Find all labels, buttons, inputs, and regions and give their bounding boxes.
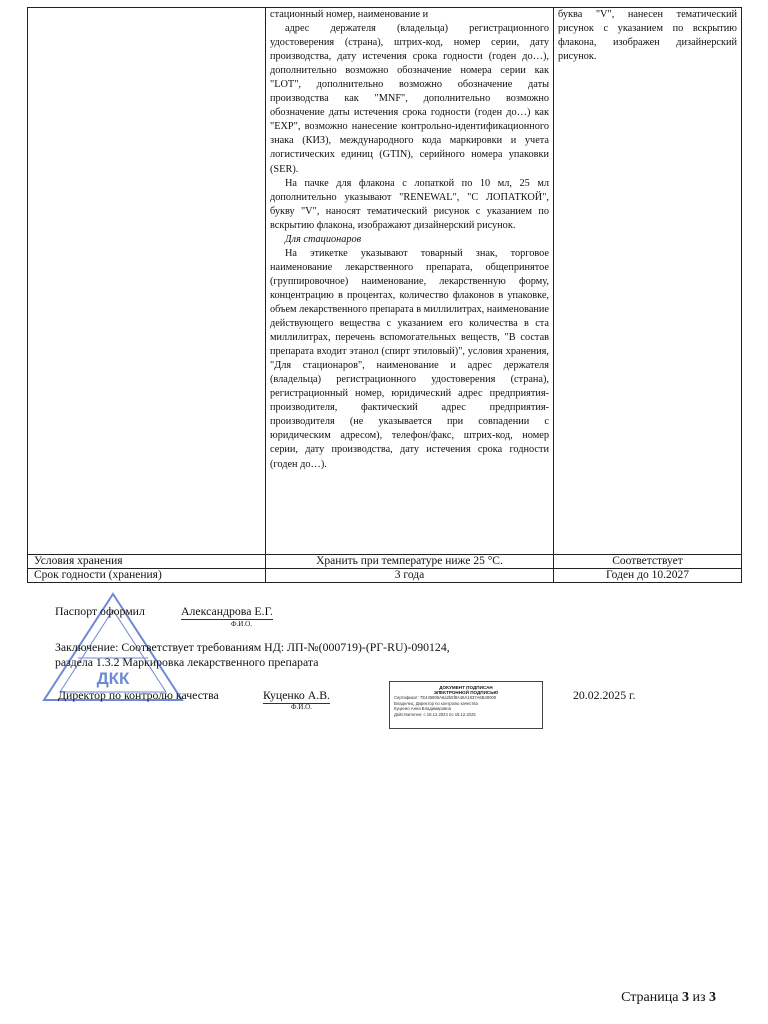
norm-text-cell (266, 8, 554, 555)
fio-caption: Ф.И.О. (231, 620, 252, 628)
param-cell-empty (28, 8, 266, 555)
norm-paragraph: стационный номер, наименование и (270, 9, 429, 20)
passport-name: Александрова Е.Г. (181, 604, 274, 618)
fio-caption: Ф.И.О. (291, 703, 312, 711)
norm-paragraph: На этикетке указывают товарный знак, торговое наименование лекарственного препарата, общепринятое (группировочное) наименование, лекарственную форму, концентрацию в процентах, количество флаконов в упаковке, объем лекарственного препарата в миллилитрах, наименование действующего вещества с указанием его количества в ста миллилитрах, перечень вспомогательных веществ, "В состав препарата входит этанол (спирт этиловый)", условия хранения, "Для стационаров", наименование и адрес держателя (владельца) регистрационного удостоверения (страна), регистрационный номер, юридический адрес предприятия-производителя, фактический адрес предприятия-производителя (не указывается при совпадении с юридическим адресом), телефон/факс, штрих-код, номер серии, дату производства, дату истечения срока годности (годен до…). (270, 247, 549, 470)
page-total: 3 (709, 990, 716, 1005)
page-label: Страница (621, 990, 679, 1005)
table-row-labeling (28, 8, 742, 555)
norm-paragraph: На пачке для флакона с лопаткой по 10 мл, 25 мл дополнительно указывают "RENEWAL", "С ЛОПАТКОЙ", букву "V", наносят тематический рисунок с указанием по вскрытию флакона, изображают дизайнерский рисунок. (270, 177, 549, 231)
sign-date: 20.02.2025 г. (573, 688, 636, 702)
norm-cell: 3 года (266, 569, 554, 583)
norm-subheading: Для стационаров (285, 233, 362, 245)
table-row (28, 555, 742, 569)
passport-label: Паспорт оформил (55, 604, 145, 618)
conclusion-line: раздела 1.3.2 Маркировка лекарственного препарата (55, 655, 319, 669)
norm-cell: Хранить при температуре ниже 25 °С. (266, 555, 554, 569)
page-number (621, 990, 716, 1006)
page-current: 3 (681, 990, 689, 1005)
electronic-signature-box (389, 681, 543, 729)
director-label: Директор по контролю качества (58, 688, 219, 702)
signature-certificate: Сертификат: 7E445806A6a2b5f8A48A1837A6B49000 (394, 695, 497, 700)
param-cell: Условия хранения (28, 555, 266, 569)
conclusion-line: Заключение: Соответствует требованиям НД: ЛП-№(000719)-(РГ-RU)-090124, (55, 640, 450, 654)
page-of: из (692, 990, 706, 1005)
norm-paragraph: адрес держателя (владельца) регистрационного удостоверения (страна), штрих-код, номер серии, дату производства, дату истечения срока годности (годен до…), дополнительно возможно обозначение номера серии как "LOT", дополнительно возможно обозначение даты производства как "MNF", дополнительно возможно обозначение даты истечения срока годности (годен до…) как "EXP", возможно нанесение контрольно-идентификационного знака (КИЗ), международного кода маркировки и учета логистических единиц (GTIN), серийного номера упаковки (SER). (270, 23, 549, 175)
param-cell: Срок годности (хранения) (28, 569, 266, 583)
result-text-cell: буква "V", нанесен тематический рисунок с указанием по вскрытию флакона, изображен дизайнерский рисунок. (554, 8, 742, 555)
signature-owner: Владелец: Директор по контролю качества (394, 700, 478, 706)
stamp-text: ДКК (96, 669, 130, 688)
table-row (28, 569, 742, 583)
signature-subtitle: ЭЛЕКТРОННОЙ ПОДПИСЬЮ (433, 690, 499, 695)
signature-title: ДОКУМЕНТ ПОДПИСАН (439, 685, 493, 690)
result-cell: Соответствует (554, 555, 742, 569)
signature-validity: Действителен: с 18.12.2024 по 18.12.2025 (394, 711, 476, 717)
director-name: Куценко А.В. (263, 688, 331, 702)
specification-table (27, 7, 742, 583)
signature-owner-name: Куценко Анна Владимировна (394, 706, 451, 712)
result-cell: Годен до 10.2027 (554, 569, 742, 583)
